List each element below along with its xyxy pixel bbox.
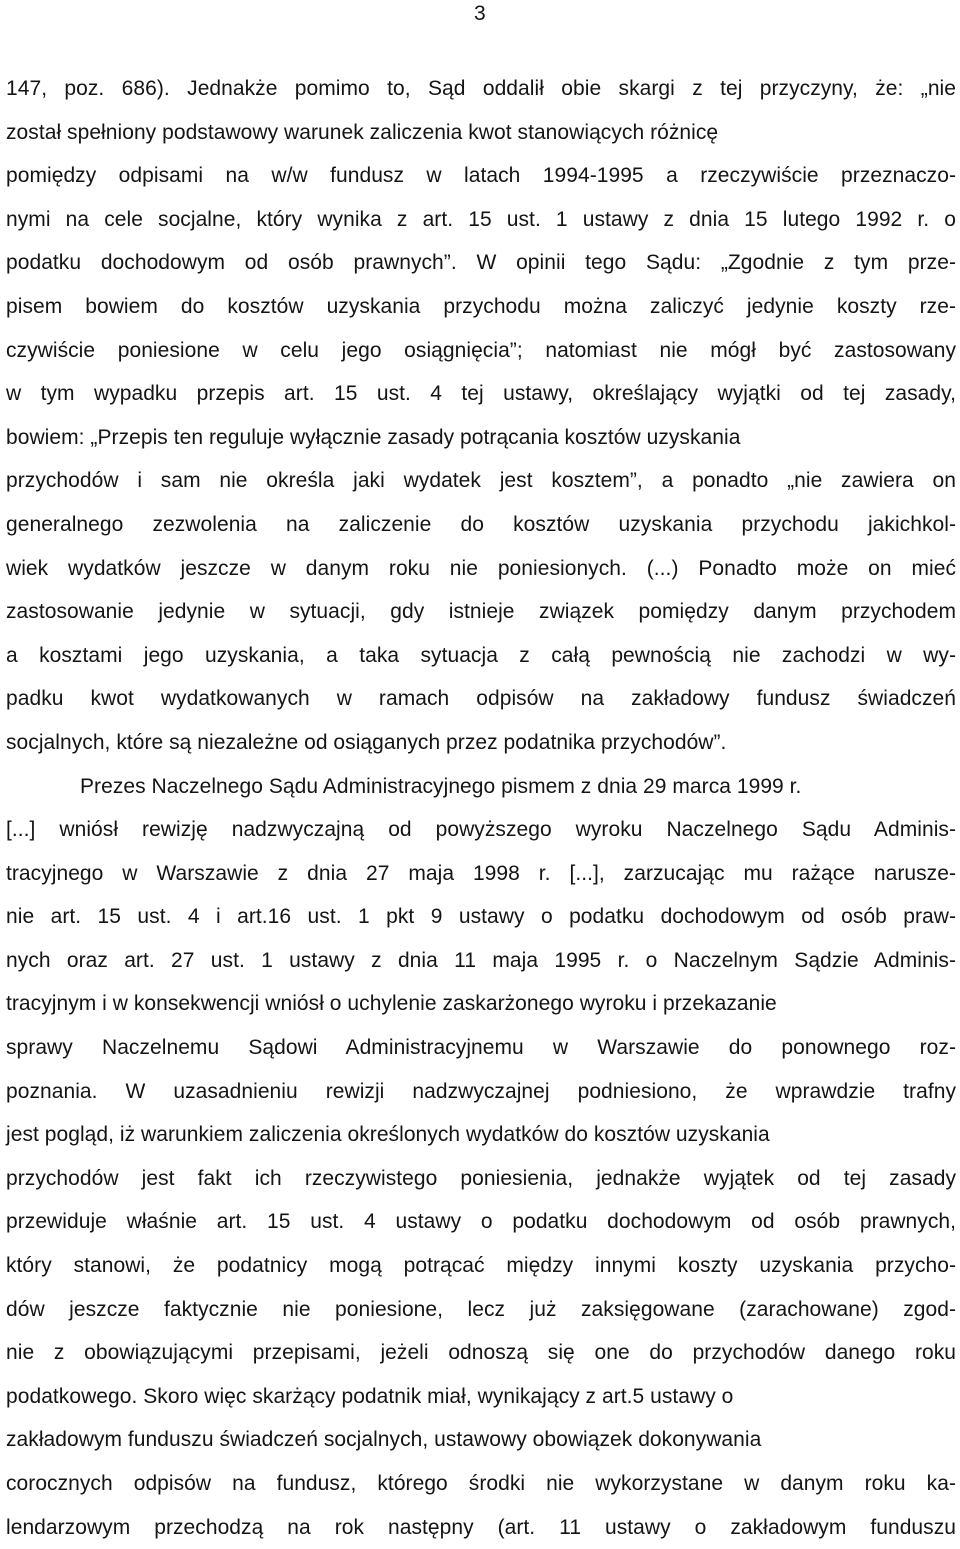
text-line: generalnego zezwolenia na zaliczenie do kosztów uzyskania przychodu jakichkol- (6, 512, 956, 536)
document-body (6, 67, 956, 1549)
text-line: tracyjnym i w konsekwencji wniósł o uchylenie zaskarżonego wyroku i przekazanie (6, 992, 777, 1016)
text-line: przychodów jest fakt ich rzeczywistego poniesienia, jednakże wyjątek od tej zasady (6, 1166, 956, 1190)
text-line: pomiędzy odpisami na w/w fundusz w latach 1994-1995 a rzeczywiście przeznaczo- (6, 164, 956, 188)
paragraph-first-line: Prezes Naczelnego Sądu Administracyjnego pismem z dnia 29 marca 1999 r. (80, 774, 802, 798)
text-line: podatkowego. Skoro więc skarżący podatnik miał, wynikający z art.5 ustawy o (6, 1384, 734, 1408)
text-line: przychodów i sam nie określa jaki wydatek jest kosztem”, a ponadto „nie zawiera on (6, 469, 956, 493)
text-line: nych oraz art. 27 ust. 1 ustawy z dnia 11 maja 1995 r. o Naczelnym Sądzie Adminis- (6, 948, 956, 972)
text-line: przewiduje właśnie art. 15 ust. 4 ustawy o podatku dochodowym od osób prawnych, (6, 1210, 956, 1234)
text-line: czywiście poniesione w celu jego osiągnięcia”; natomiast nie mógł być zastosowany (6, 338, 956, 362)
text-line: lendarzowym przechodzą na rok następny (art. 11 ustawy o zakładowym funduszu (6, 1515, 956, 1539)
text-line: podatku dochodowym od osób prawnych”. W opinii tego Sądu: „Zgodnie z tym prze- (6, 251, 956, 275)
text-line: dów jeszcze faktycznie nie poniesione, lecz już zaksięgowane (zarachowane) zgod- (6, 1297, 956, 1321)
text-line: 147, poz. 686). Jednakże pomimo to, Sąd oddalił obie skargi z tej przyczyny, że: „nie (6, 77, 956, 100)
text-line: corocznych odpisów na fundusz, którego środki nie wykorzystane w danym roku ka- (6, 1472, 956, 1495)
text-line: który stanowi, że podatnicy mogą potrącać między innymi koszty uzyskania przycho- (6, 1254, 956, 1278)
text-line: [...] wniósł rewizję nadzwyczajną od powyższego wyroku Naczelnego Sądu Adminis- (6, 818, 956, 842)
text-line: wiek wydatków jeszcze w danym roku nie poniesionych. (...) Ponadto może on mieć (6, 556, 956, 580)
text-line: padku kwot wydatkowanych w ramach odpisów na zakładowy fundusz świadczeń (6, 687, 956, 711)
text-line: zakładowym funduszu świadczeń socjalnych, ustawowy obowiązek dokonywania (6, 1428, 762, 1452)
text-line: poznania. W uzasadnieniu rewizji nadzwyczajnej podniesiono, że wprawdzie trafny (6, 1079, 956, 1103)
text-line: bowiem: „Przepis ten reguluje wyłącznie zasady potrącania kosztów uzyskania (6, 425, 741, 449)
text-line: pisem bowiem do kosztów uzyskania przychodu można zaliczyć jedynie koszty rze- (6, 294, 956, 318)
text-line: został spełniony podstawowy warunek zaliczenia kwot stanowiących różnicę (6, 120, 719, 144)
text-line: nie z obowiązującymi przepisami, jeżeli odnoszą się one do przychodów danego roku (6, 1341, 956, 1365)
text-line: sprawy Naczelnemu Sądowi Administracyjnemu w Warszawie do ponownego roz- (6, 1036, 956, 1060)
text-line: nie art. 15 ust. 4 i art.16 ust. 1 pkt 9 ustawy o podatku dochodowym od osób praw- (6, 905, 956, 929)
text-line: tracyjnego w Warszawie z dnia 27 maja 1998 r. [...], zarzucając mu rażące narusze- (6, 861, 956, 885)
page-number: 3 (474, 2, 486, 25)
text-line: nymi na cele socjalne, który wynika z art. 15 ust. 1 ustawy z dnia 15 lutego 1992 r. o (6, 207, 956, 231)
text-line: jest pogląd, iż warunkiem zaliczenia określonych wydatków do kosztów uzyskania (6, 1123, 770, 1147)
text-line: socjalnych, które są niezależne od osiąganych przez podatnika przychodów”. (6, 730, 727, 754)
text-line: w tym wypadku przepis art. 15 ust. 4 tej ustawy, określający wyjątki od tej zasady, (6, 382, 956, 406)
text-line: a kosztami jego uzyskania, a taka sytuacja z całą pewnością nie zachodzi w wy- (6, 643, 956, 667)
text-line: zastosowanie jedynie w sytuacji, gdy istnieje związek pomiędzy danym przychodem (6, 600, 956, 624)
